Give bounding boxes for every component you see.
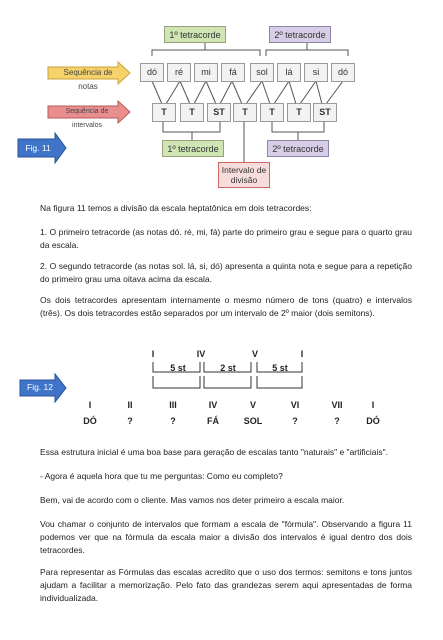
interval-box: T xyxy=(287,103,311,122)
note-box: fá xyxy=(221,63,245,82)
paragraph: Vou chamar o conjunto de intervalos que formam a escala de "fórmula". Observando a figura 11 podemos ver que na fórmula da escala maior a divisão dos intervalos é igual dentro dos dois tetracordes. xyxy=(40,519,412,555)
interval-box: T xyxy=(152,103,176,122)
note-box: lá xyxy=(277,63,301,82)
bottom-tetracorde-2: 2º tetracorde xyxy=(267,140,329,157)
scale-note: ? xyxy=(127,416,133,426)
degree-label: VII xyxy=(331,400,343,410)
degree-label: V xyxy=(249,400,256,410)
paragraph: Essa estrutura inicial é uma boa base para geração de escalas tanto "naturais" e "artificiais". xyxy=(40,447,389,457)
degree-label: VI xyxy=(290,400,300,410)
note-box: dó xyxy=(140,63,164,82)
fig-12-label: Fig. 12 xyxy=(27,382,53,392)
degree-label: IV xyxy=(208,400,218,410)
top-tetracorde-1: 1º tetracorde xyxy=(164,26,226,43)
intervals-sequence-label: Sequência de intervalos xyxy=(65,108,109,129)
degree-label: II xyxy=(127,400,133,410)
note-box: dó xyxy=(331,63,355,82)
degree-label: I xyxy=(88,400,92,410)
span-label: 5 st xyxy=(170,363,186,373)
degree-label: III xyxy=(169,400,177,410)
degree-label: I xyxy=(371,400,375,410)
note-box: si xyxy=(304,63,328,82)
scale-note: DÓ xyxy=(366,416,380,426)
scale-note: DÓ xyxy=(83,416,97,426)
scale-note: ? xyxy=(292,416,298,426)
top-degree-label: IV xyxy=(196,349,206,359)
top-degree-label: V xyxy=(251,349,258,359)
paragraph: 2. O segundo tetracorde (as notas sol. lá, si, dó) apresenta a quinta nota e segue para a repetição do primeiro grau uma oitava acima da escala. xyxy=(40,261,412,284)
paragraph: Na figura 11 temos a divisão da escala heptatônica em dois tetracordes: xyxy=(40,203,312,213)
note-box: sol xyxy=(250,63,274,82)
interval-box: ST xyxy=(207,103,231,122)
bottom-tetracorde-1: 1º tetracorde xyxy=(162,140,224,157)
paragraph: Bem, vai de acordo com o cliente. Mas vamos nos deter primeiro a escala maior. xyxy=(40,495,345,505)
interval-box: T xyxy=(180,103,204,122)
scale-note: ? xyxy=(170,416,176,426)
scale-note: ? xyxy=(334,416,340,426)
fig-11-label: Fig. 11 xyxy=(25,143,51,153)
note-box: ré xyxy=(167,63,191,82)
top-tetracorde-2: 2º tetracorde xyxy=(269,26,331,43)
interval-box: T xyxy=(260,103,284,122)
interval-box: ST xyxy=(313,103,337,122)
scale-note: SOL xyxy=(243,416,263,426)
span-label: 2 st xyxy=(220,363,236,373)
paragraph: Para representar as Fórmulas das escalas acredito que o uso dos termos: semitons e tons juntos ajudam a facilitar a memorização. Pelo fato das grandezas serem aqui apresentadas de forma individualizada. xyxy=(40,567,412,603)
scale-note: FÁ xyxy=(207,416,219,426)
top-degree-label: I xyxy=(151,349,155,359)
top-degree-label: I xyxy=(300,349,304,359)
paragraph: Os dois tetracordes apresentam internamente o mesmo número de tons (quatro) e intervalos (três). Os dois tetracordes estão separados por um intervalo de 2º maior (dois semitons). xyxy=(40,295,412,318)
note-box: mi xyxy=(194,63,218,82)
division-interval-box: Intervalo de divisão xyxy=(218,162,270,188)
paragraph: - Agora é aquela hora que tu me perguntas: Como eu completo? xyxy=(40,471,283,481)
span-label: 5 st xyxy=(272,363,288,373)
interval-box: T xyxy=(233,103,257,122)
paragraph: 1. O primeiro tetracorde (as notas dó. ré, mi, fá) parte do primeiro grau e segue para o quarto grau da escala. xyxy=(40,227,412,250)
notes-sequence-label: Sequência de notas xyxy=(63,68,113,91)
